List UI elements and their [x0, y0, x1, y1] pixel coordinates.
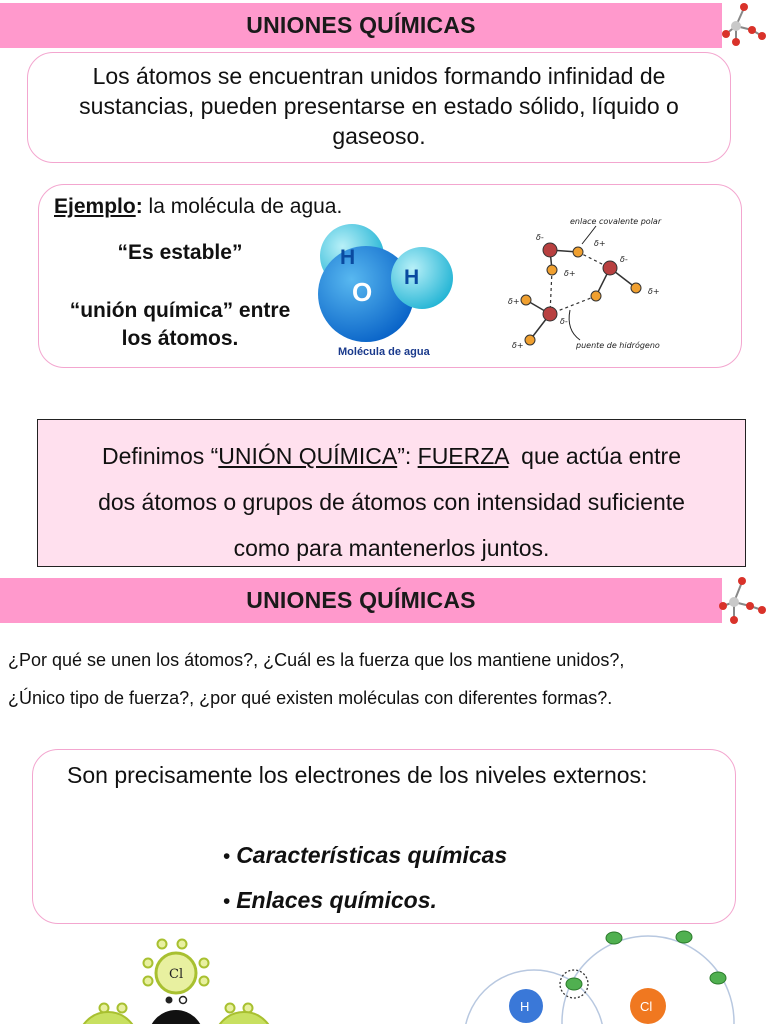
molecule-logo-icon — [722, 0, 768, 50]
svg-text:δ-: δ- — [560, 317, 568, 326]
union-text — [39, 297, 321, 353]
lewis-structure-image — [78, 936, 278, 1024]
def-force: FUERZA — [417, 443, 509, 469]
union-line2: los átomos. — [121, 327, 239, 350]
molecule-logo-icon — [718, 574, 768, 628]
molecule-caption: Molécula de agua — [338, 346, 430, 358]
slide1-title: UNIONES QUÍMICAS — [246, 12, 476, 38]
slide2-title-banner — [0, 578, 722, 623]
definition-line2: dos átomos o grupos de átomos con intensidad suficiente — [98, 489, 685, 515]
svg-text:δ+: δ+ — [648, 287, 660, 296]
definition-line1 — [38, 433, 745, 479]
definition-line3: como para mantenerlos juntos. — [233, 535, 550, 561]
svg-text:δ+: δ+ — [594, 239, 606, 248]
example-colon: : — [135, 195, 143, 218]
bullet1-text: Características químicas — [236, 842, 508, 868]
bullet2-text: Enlaces químicos. — [236, 887, 437, 913]
def-prefix: Definimos “ — [101, 443, 219, 469]
question-line1: ¿Por qué se unen los átomos?, ¿Cuál es la fuerza que los mantiene unidos?, — [8, 650, 625, 670]
slide1-title-banner — [0, 3, 722, 48]
bullet-item-1: • Características químicas — [223, 842, 508, 868]
question-line2: ¿Único tipo de fuerza?, ¿por qué existen moléculas con diferentes formas?. — [8, 688, 613, 708]
intro-text: Los átomos se encuentran unidos formando infinidad de sustancias, pueden presentarse en estado sólido, líquido o gaseoso. — [79, 63, 679, 149]
example-line — [54, 195, 342, 219]
def-rest1: que actúa entre — [508, 443, 681, 469]
definition-box — [37, 419, 746, 567]
example-text: la molécula de agua. — [142, 195, 343, 218]
orbital-cl-label: Cl — [640, 999, 653, 1014]
electrons-heading: Son precisamente los electrones de los niveles externos: — [67, 762, 648, 788]
svg-text:δ+: δ+ — [512, 341, 524, 350]
svg-text:δ+: δ+ — [508, 297, 520, 306]
hcl-orbital-diagram — [462, 924, 752, 1024]
hbond-label: puente de hidrógeno — [576, 341, 660, 350]
intro-box — [27, 52, 731, 163]
slide2-title: UNIONES QUÍMICAS — [246, 587, 476, 613]
atom-h1-label: H — [340, 246, 356, 269]
hydrogen-bond-diagram — [500, 212, 680, 358]
svg-text:δ-: δ- — [536, 233, 544, 242]
def-term: UNIÓN QUÍMICA — [218, 443, 398, 469]
electrons-box — [32, 749, 736, 924]
def-mid: ”: — [397, 443, 418, 469]
atom-h2-label: H — [404, 266, 420, 289]
polar-bond-label: enlace covalente polar — [570, 217, 662, 226]
svg-text:δ+: δ+ — [564, 269, 576, 278]
atom-o-label: O — [352, 277, 373, 307]
svg-text:δ-: δ- — [620, 255, 628, 264]
stable-text: “Es estable” — [117, 241, 243, 264]
orbital-h-label: H — [520, 999, 530, 1014]
lewis-cl-label: Cl — [169, 967, 184, 982]
example-label: Ejemplo — [54, 195, 136, 218]
union-line1: “unión química” entre — [69, 299, 291, 322]
bullet-item-2: • Enlaces químicos. — [223, 887, 437, 913]
water-molecule-image — [316, 222, 462, 362]
